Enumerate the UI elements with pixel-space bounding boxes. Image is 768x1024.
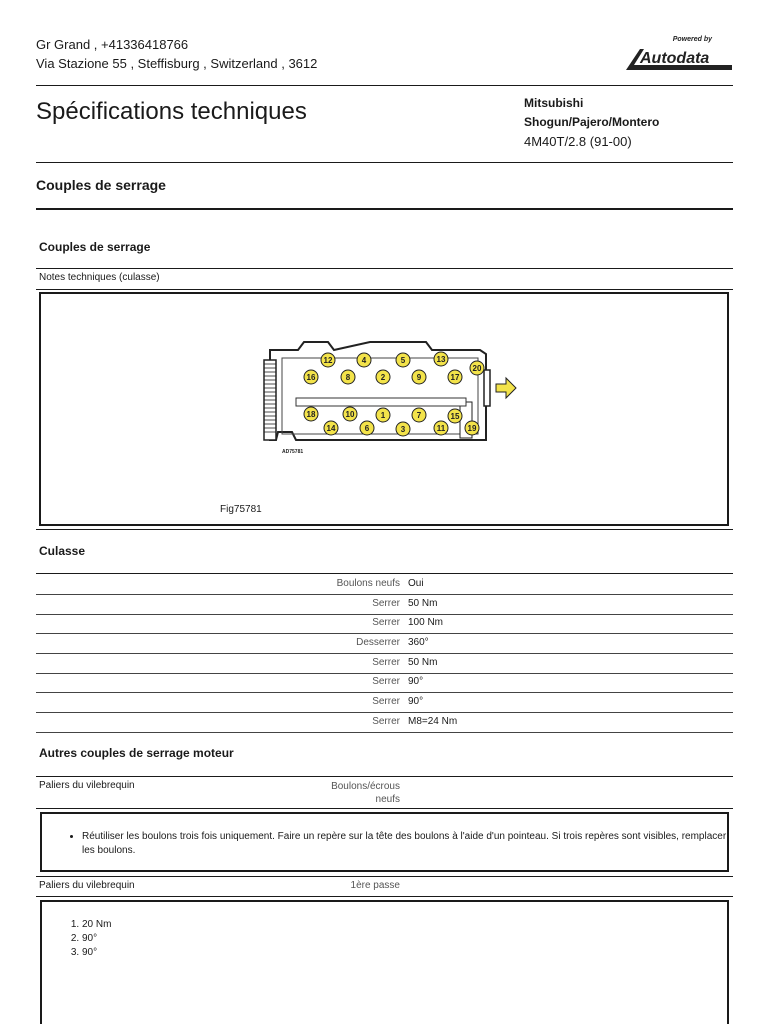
bolt-number: 9 — [416, 373, 422, 382]
figure-box — [39, 292, 729, 526]
bolt-number: 17 — [450, 373, 460, 382]
culasse-row — [36, 712, 733, 733]
brand-text: Autodata — [640, 50, 710, 67]
spec-label: Boulons neufs — [336, 578, 400, 589]
bolt-number: 1 — [380, 411, 386, 420]
bolt-number: 8 — [345, 373, 351, 382]
notes-label: Notes techniques (culasse) — [39, 272, 160, 283]
spec-value: 90° — [408, 696, 424, 707]
page-title: Spécifications techniques — [36, 98, 307, 125]
figure-divider — [36, 529, 733, 530]
autres-divider — [36, 776, 733, 777]
contact-line-2: Via Stazione 55 , Steffisburg , Switzerland , 3612 — [36, 56, 318, 71]
autres-title: Autres couples de serrage moteur — [39, 746, 234, 760]
bolt-number: 11 — [436, 424, 446, 433]
bolt-number: 20 — [472, 364, 482, 373]
bolt-number: 13 — [436, 355, 446, 364]
bolt-number: 10 — [345, 410, 355, 419]
spec-value: 90° — [408, 676, 424, 687]
spec-value: 100 Nm — [408, 617, 444, 628]
note-block — [40, 812, 729, 872]
bolt-number: 6 — [364, 424, 370, 433]
step-item: 1. 20 Nm — [82, 918, 727, 932]
paliers-mid: Boulons/écrous neufs — [331, 781, 400, 805]
figure-caption: Fig75781 — [220, 504, 262, 515]
bolt-number: 18 — [306, 410, 316, 419]
culasse-row — [36, 594, 733, 615]
spec-value: 50 Nm — [408, 598, 438, 609]
cylinder-head-diagram — [220, 302, 560, 492]
paliers-label: Paliers du vilebrequin — [39, 780, 135, 791]
culasse-row — [36, 653, 733, 674]
note-divider — [36, 876, 733, 877]
culasse-row — [36, 633, 733, 654]
notes-divider — [36, 289, 733, 290]
bolt-number: 3 — [400, 425, 406, 434]
bolt-number: 5 — [400, 356, 406, 365]
bolt-number: 14 — [326, 424, 336, 433]
pass-divider — [36, 896, 733, 897]
header-divider — [36, 85, 733, 86]
culasse-row — [36, 613, 733, 634]
step-item: 3. 90° — [82, 946, 727, 960]
figure-code: AD75781 — [282, 449, 304, 455]
autodata-logo-mark — [624, 44, 734, 72]
note-text: • Réutiliser les boulons trois fois uniquement. Faire un repère sur la tête des boulons à l'aide d'un pointeau. Si trois repères sont visibles, remplacer les boulons. — [82, 830, 727, 858]
section-divider — [36, 208, 733, 210]
spec-label: Serrer — [372, 598, 400, 609]
culasse-row — [36, 574, 733, 595]
spec-value: M8=24 Nm — [408, 716, 458, 727]
bolt-number: 12 — [323, 356, 333, 365]
powered-by-label: Powered by — [672, 36, 712, 43]
bolt-number: 16 — [306, 373, 316, 382]
spec-label: Serrer — [372, 657, 400, 668]
spec-label: Serrer — [372, 676, 400, 687]
steps-block — [40, 900, 729, 1024]
subsection-title: Couples de serrage — [39, 240, 151, 254]
spec-value: 50 Nm — [408, 657, 438, 668]
spec-value: Oui — [408, 578, 424, 589]
subsection-divider — [36, 268, 733, 269]
arrow-icon — [496, 378, 516, 398]
culasse-row — [36, 692, 733, 713]
spec-label: Serrer — [372, 617, 400, 628]
spec-value: 360° — [408, 637, 429, 648]
contact-line-1: Gr Grand , +41336418766 — [36, 37, 189, 52]
spec-label: Serrer — [372, 716, 400, 727]
bolt-number: 15 — [450, 412, 460, 421]
vehicle-make: Mitsubishi — [524, 96, 584, 110]
bolt-number: 2 — [380, 373, 386, 382]
spec-label: Desserrer — [356, 637, 400, 648]
spec-label: Serrer — [372, 696, 400, 707]
culasse-title: Culasse — [39, 544, 86, 558]
vehicle-engine: 4M40T/2.8 (91-00) — [524, 134, 632, 149]
paliers-divider — [36, 808, 733, 809]
section-title: Couples de serrage — [36, 177, 166, 193]
step-item: 2. 90° — [82, 932, 727, 946]
autodata-logo — [624, 36, 734, 76]
paliers-label-2: Paliers du vilebrequin — [39, 880, 135, 891]
vehicle-model: Shogun/Pajero/Montero — [524, 115, 660, 129]
bolt-number: 4 — [361, 356, 367, 365]
bolt-number: 7 — [416, 411, 422, 420]
bolt-number: 19 — [467, 424, 477, 433]
paliers-pass: 1ère passe — [350, 880, 400, 891]
title-divider — [36, 162, 733, 163]
culasse-row — [36, 672, 733, 693]
